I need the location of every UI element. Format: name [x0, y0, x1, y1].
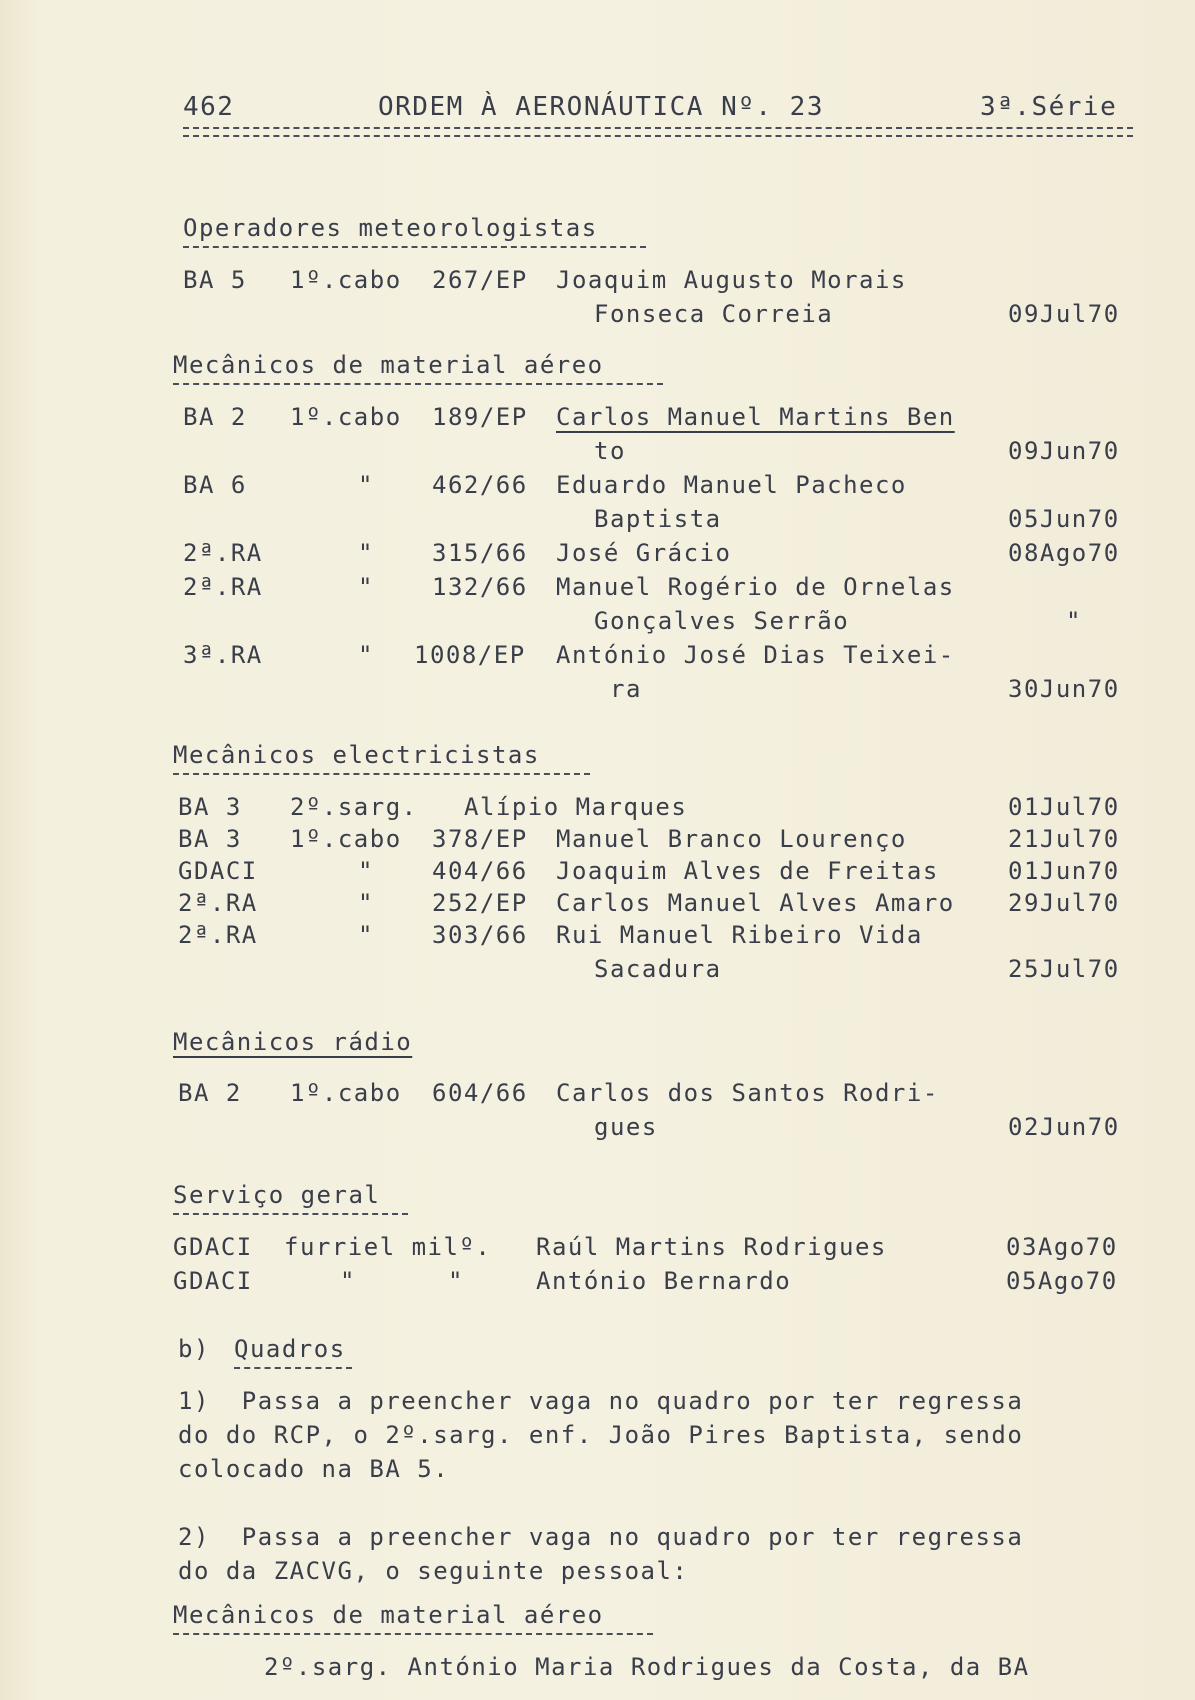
row-date: 09Jul70 [1008, 300, 1120, 328]
paragraph-2-subtitle: Mecânicos de material aéreo [173, 1601, 604, 1629]
row-rank: " [358, 921, 374, 949]
row-number: 378/EP [432, 825, 528, 853]
row-name: Manuel Rogério de Ornelas [556, 573, 955, 601]
row-rank: 1º.cabo [290, 1079, 402, 1107]
section-underline [173, 1213, 408, 1215]
row-name: Carlos Manuel Martins Ben [556, 403, 955, 431]
row-unit: 2ª.RA [183, 539, 263, 567]
paragraph-2-line: 2) Passa a preencher vaga no quadro por ter regressa [178, 1523, 1024, 1551]
page-number: 462 [183, 92, 235, 122]
row-name: António Bernardo [536, 1267, 792, 1295]
row-rank: 1º.cabo [290, 825, 402, 853]
row-date: 02Jun70 [1008, 1113, 1120, 1141]
section-underline [183, 246, 646, 248]
row-unit: 3ª.RA [183, 641, 263, 669]
row-date: 30Jun70 [1008, 675, 1120, 703]
row-date: 09Jun70 [1008, 437, 1120, 465]
section-title-mec-material: Mecânicos de material aéreo [173, 351, 604, 379]
row-date: 21Jul70 [1008, 825, 1120, 853]
row-name: Alípio Marques [464, 793, 688, 821]
section-underline [173, 773, 590, 775]
section-title-operadores: Operadores meteorologistas [183, 214, 598, 242]
row-number: 189/EP [432, 403, 528, 431]
row-name: Manuel Branco Lourenço [556, 825, 907, 853]
row-number: 1008/EP [414, 641, 526, 669]
row-name-cont: to [594, 437, 626, 465]
row-number: 462/66 [432, 471, 528, 499]
row-rank: " [358, 471, 374, 499]
quadros-heading: Quadros [234, 1335, 346, 1363]
row-rank: " [358, 539, 374, 567]
row-date: 25Jul70 [1008, 955, 1120, 983]
row-name: Raúl Martins Rodrigues [536, 1233, 887, 1261]
row-unit: GDACI [173, 1233, 253, 1261]
row-unit: BA 3 [178, 825, 242, 853]
row-unit: BA 6 [183, 471, 247, 499]
row-name: Rui Manuel Ribeiro Vida [556, 921, 923, 949]
row-name-cont: Gonçalves Serrão [594, 607, 850, 635]
section-title-mec-radio: Mecânicos rádio [173, 1028, 413, 1056]
row-unit: GDACI [173, 1267, 253, 1295]
row-unit: 2ª.RA [183, 573, 263, 601]
row-unit: BA 2 [178, 1079, 242, 1107]
row-name: Joaquim Alves de Freitas [556, 857, 939, 885]
row-number: 315/66 [432, 539, 528, 567]
page-title: ORDEM À AERONÁUTICA Nº. 23 [378, 92, 824, 122]
row-name: Carlos dos Santos Rodri- [556, 1079, 939, 1107]
row-name-cont: gues [594, 1113, 658, 1141]
row-name: José Grácio [556, 539, 732, 567]
row-name: António José Dias Teixei- [556, 641, 955, 669]
row-date: 01Jun70 [1008, 857, 1120, 885]
row-number: 604/66 [432, 1079, 528, 1107]
row-unit: 2ª.RA [178, 921, 258, 949]
paragraph-2-last-line: 2º.sarg. António Maria Rodrigues da Costa, da BA [264, 1653, 1030, 1681]
row-unit: BA 5 [183, 266, 247, 294]
series-label: 3ª.Série [980, 92, 1118, 122]
row-date: 03Ago70 [1006, 1233, 1118, 1261]
row-number: 252/EP [432, 889, 528, 917]
row-date: 01Jul70 [1008, 793, 1120, 821]
row-name-cont: Fonseca Correia [594, 300, 834, 328]
row-name: Carlos Manuel Alves Amaro [556, 889, 955, 917]
row-rank: " [358, 641, 374, 669]
paragraph-2-line: do da ZACVG, o seguinte pessoal: [178, 1557, 689, 1585]
section-underline [173, 1633, 653, 1635]
row-name-cont: Sacadura [594, 955, 722, 983]
paragraph-1-line: 1) Passa a preencher vaga no quadro por ter regressa [178, 1387, 1024, 1415]
section-underline [234, 1367, 352, 1369]
row-unit: GDACI [178, 857, 258, 885]
row-rank: " [358, 573, 374, 601]
row-rank: 1º.cabo [290, 266, 402, 294]
row-name: Joaquim Augusto Morais [556, 266, 907, 294]
section-underline [173, 383, 663, 385]
row-date: 08Ago70 [1008, 539, 1120, 567]
row-date: 05Jun70 [1008, 505, 1120, 533]
row-rank: 1º.cabo [290, 403, 402, 431]
paragraph-1-line: do do RCP, o 2º.sarg. enf. João Pires Baptista, sendo [178, 1421, 1024, 1449]
row-unit: BA 2 [183, 403, 247, 431]
row-rank-ditto: " [448, 1267, 464, 1295]
row-unit: BA 3 [178, 793, 242, 821]
row-rank: " [340, 1267, 356, 1295]
row-date: " [1066, 607, 1082, 635]
row-date: 29Jul70 [1008, 889, 1120, 917]
row-rank: " [358, 857, 374, 885]
paragraph-1-line: colocado na BA 5. [178, 1455, 450, 1483]
section-title-servico-geral: Serviço geral [173, 1181, 381, 1209]
row-date: 05Ago70 [1006, 1267, 1118, 1295]
row-name-cont: Baptista [594, 505, 722, 533]
quadros-prefix: b) [178, 1335, 210, 1363]
section-title-mec-electricistas: Mecânicos electricistas [173, 741, 540, 769]
row-number: 404/66 [432, 857, 528, 885]
row-number: 132/66 [432, 573, 528, 601]
row-name-cont: ra [610, 675, 642, 703]
row-name: Eduardo Manuel Pacheco [556, 471, 907, 499]
row-number: 303/66 [432, 921, 528, 949]
header-rule [183, 127, 1133, 137]
row-rank: 2º.sarg. [290, 793, 418, 821]
row-rank: furriel milº. [284, 1233, 492, 1261]
row-unit: 2ª.RA [178, 889, 258, 917]
row-rank: " [358, 889, 374, 917]
row-number: 267/EP [432, 266, 528, 294]
